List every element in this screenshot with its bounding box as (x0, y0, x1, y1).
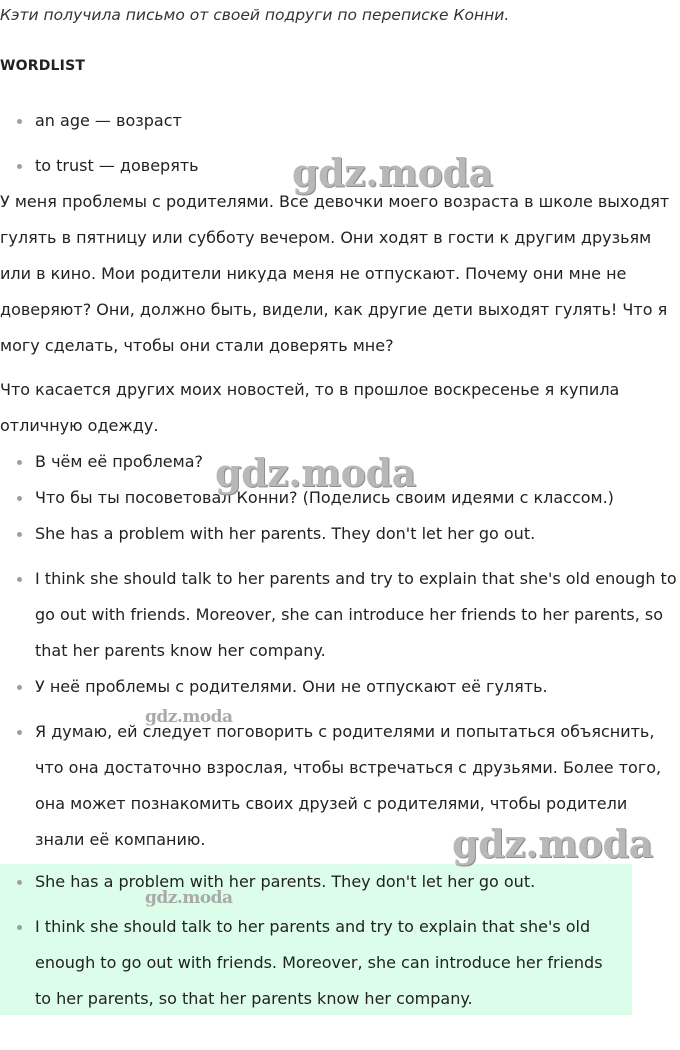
answer-item: I think she should talk to her parents and try to explain that she's old enough to go out with friends. Moreover, she can introduce her friends to her parents, so that her parents know her company. (0, 909, 632, 1017)
watermark: gdz.moda (145, 707, 233, 727)
highlighted-answers-list (0, 864, 632, 1017)
wordlist (0, 103, 680, 184)
intro-text: Кэти получила письмо от своей подруги по переписке Конни. (0, 6, 510, 24)
question-item: Что бы ты посоветовал Конни? (Поделись своим идеями с классом.) (0, 480, 680, 516)
watermark: gdz.moda (292, 150, 493, 195)
answer-item: She has a problem with her parents. They don't let her go out. (0, 516, 680, 552)
answer-item: Я думаю, ей следует поговорить с родителями и попытаться объяснить, что она достаточно взрослая, чтобы встречаться с друзьями. Более того, она может познакомить своих друзей с родителями, чтобы родители знали её компанию. (0, 714, 680, 858)
questions-list (0, 444, 680, 858)
question-item: В чём её проблема? (0, 444, 680, 480)
letter-paragraph: У меня проблемы с родителями. Все девочки моего возраста в школе выходят гулять в пятницу или субботу вечером. Они ходят в гости к другим друзьям или в кино. Мои родители никуда меня не отпускают. Почему они мне не доверяют? Они, должно быть, видели, как другие дети выходят гулять! Что я могу сделать, чтобы они стали доверять мне? (0, 192, 670, 355)
wordlist-item: an age — возраст (0, 103, 680, 139)
watermark: gdz.moda (452, 821, 653, 866)
wordlist-title: WORDLIST (0, 58, 86, 74)
letter-paragraph: Что касается других моих новостей, то в прошлое воскресенье я купила отличную одежду. (0, 380, 620, 435)
answer-item: She has a problem with her parents. They don't let her go out. (0, 864, 632, 900)
wordlist-item: to trust — доверять (0, 148, 680, 184)
watermark: gdz.moda (145, 888, 233, 908)
answer-item: I think she should talk to her parents and try to explain that she's old enough to go out with friends. Moreover, she can introduce her friends to her parents, so that her parents know her company. (0, 561, 680, 669)
watermark: gdz.moda (215, 450, 416, 495)
answer-item: У неё проблемы с родителями. Они не отпускают её гулять. (0, 669, 680, 705)
